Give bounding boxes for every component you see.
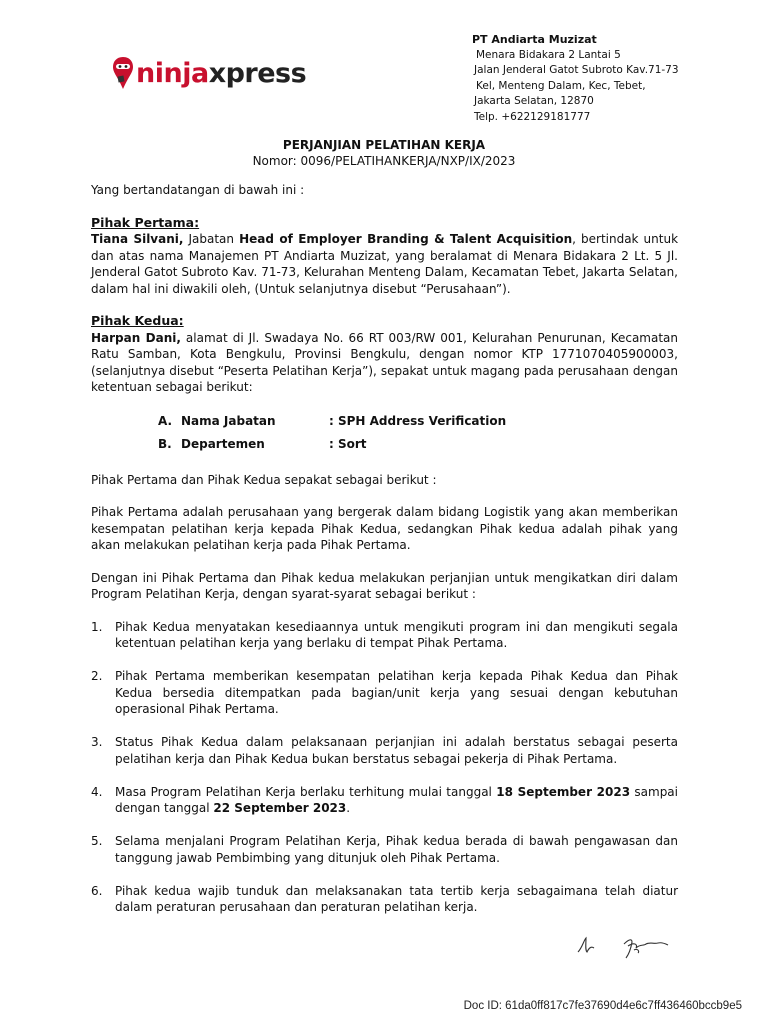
detail-row-departemen [91, 433, 678, 456]
pihak-kedua-paragraph [91, 330, 678, 396]
handwritten-signature [574, 926, 684, 966]
term-text: Pihak Kedua menyatakan kesediaannya untuk mengikuti program ini dan mengikuti segala ketentuan pelatihan kerja yang berlaku di tempat Pihak Pertama. [115, 619, 678, 650]
term-number: 3. [91, 735, 103, 749]
pihak-kedua-name: Harpan Dani, [91, 330, 181, 345]
paragraph-terms-intro: Dengan ini Pihak Pertama dan Pihak kedua melakukan perjanjian untuk mengikatkan diri dalam Program Pelatihan Kerja, dengan syarat-syarat sebagai berikut : [91, 570, 678, 601]
term-item [91, 734, 678, 767]
ninja-logo-icon [112, 56, 134, 90]
term-item [91, 784, 678, 817]
pihak-kedua-heading: Pihak Kedua: [91, 313, 184, 328]
ninjaxpress-logo [112, 56, 306, 90]
term-item [91, 668, 678, 718]
paragraph-company: Pihak Pertama adalah perusahaan yang bergerak dalam bidang Logistik yang akan memberikan kesempatan pelatihan kerja kepada Pihak Kedua, sedangkan Pihak kedua adalah pihak yang akan melakukan pelatihan kerja pada Pihak Pertama. [91, 505, 678, 552]
pihak-pertama-heading: Pihak Pertama: [91, 214, 200, 230]
logo-xpress-text: xpress [208, 57, 307, 89]
terms-list [91, 619, 678, 916]
company-address-line: Jalan Jenderal Gatot Subroto Kav.71-73 [474, 64, 679, 76]
start-date: 18 September 2023 [496, 784, 631, 799]
detail-letter: A. [158, 413, 173, 428]
document-title: PERJANJIAN PELATIHAN KERJA [282, 138, 486, 152]
term-item [91, 833, 678, 866]
term-number: 1. [91, 619, 103, 634]
term-text: Pihak Pertama memberikan kesempatan pelatihan kerja kepada Pihak Kedua dan Pihak Kedua bersedia ditempatkan pada bagian/unit kerja yang sesuai dengan kebutuhan operasional Pihak Pertama. [115, 669, 678, 716]
company-address-block [472, 32, 679, 125]
document-id: Doc ID: 61da0ff817c7fe37690d4e6c7ff436460bccb9e5 [463, 1000, 742, 1012]
company-address-line: Jakarta Selatan, 12870 [474, 95, 594, 107]
company-phone: Telp. +622129181777 [474, 110, 591, 123]
pihak-pertama-text: , bertindak untuk dan atas nama Manajemen PT Andiarta Muzizat, yang beralamat di Menara Bidakara 2 Lt. 5 Jl. Jenderal Gatot Subroto Kav. 71-73, Kelurahan Menteng Dalam, Kecamatan Tebet, Jakarta Selatan, dalam hal ini diwakili oleh, (Untuk selanjutnya disebut “Perusahaan”). [91, 232, 679, 296]
logo-ninja-text: ninja [136, 57, 209, 89]
pihak-kedua-text: alamat di Jl. Swadaya No. 66 RT 003/RW 001, Kelurahan Penurunan, Kecamatan Ratu Samban, Kota Bengkulu, Provinsi Bengkulu, dengan nomor KTP 1771070405900003, (selanjutnya disebut “Peserta Pelatihan Kerja”), sepakat untuk magang pada perusahaan dengan ketentuan sebagai berikut: [91, 330, 679, 394]
term-number: 4. [91, 784, 103, 799]
pihak-pertama-name: Tiana Silvani, [91, 232, 184, 246]
company-address-line: Menara Bidakara 2 Lantai 5 [476, 48, 621, 61]
term-item [91, 619, 678, 652]
detail-value: : SPH Address Verification [329, 413, 507, 428]
document-header [0, 137, 768, 169]
pihak-pertama-text: Jabatan [183, 232, 240, 246]
pihak-pertama-paragraph [91, 231, 678, 297]
pihak-pertama-position: Head of Employer Branding & Talent Acquisition [239, 232, 573, 246]
company-address-line: Kel, Menteng Dalam, Kec, Tebet, [476, 79, 646, 92]
detail-label: Departemen [181, 436, 265, 451]
term-text: Status Pihak Kedua dalam pelaksanaan perjanjian ini adalah berstatus sebagai peserta pelatihan kerja dan Pihak Kedua bukan berstatus sebagai pekerja di Pihak Pertama. [115, 735, 678, 766]
intro-text: Yang bertandatangan di bawah ini : [91, 183, 305, 197]
document-body [91, 182, 678, 932]
end-date: 22 September 2023 [213, 801, 347, 815]
term-text: Selama menjalani Program Pelatihan Kerja, Pihak kedua berada di bawah pengawasan dan tanggung jawab Pembimbing yang ditunjuk oleh Pihak Pertama. [115, 834, 678, 865]
term-text-part: Masa Program Pelatihan Kerja berlaku terhitung mulai tanggal [115, 784, 497, 799]
detail-letter: B. [158, 436, 172, 451]
term-number: 2. [91, 669, 103, 683]
detail-row-jabatan [91, 410, 678, 433]
term-number: 5. [91, 834, 103, 848]
term-text: Pihak kedua wajib tunduk dan melaksanakan tata tertib kerja sebagaimana telah diatur dalam peraturan perusahaan dan peraturan pelatihan kerja. [115, 883, 678, 914]
term-text [115, 784, 678, 817]
term-text-part: . [346, 801, 351, 815]
term-number: 6. [91, 883, 103, 898]
term-item [91, 883, 678, 916]
company-name: PT Andiarta Muzizat [472, 33, 597, 46]
detail-label: Nama Jabatan [181, 413, 276, 428]
agreement-intro: Pihak Pertama dan Pihak Kedua sepakat sebagai berikut : [91, 472, 437, 487]
term-text-part: sampai dengan tanggal [115, 784, 678, 815]
detail-value: : Sort [329, 436, 367, 451]
document-number: Nomor: 0096/PELATIHANKERJA/NXP/IX/2023 [252, 154, 516, 168]
